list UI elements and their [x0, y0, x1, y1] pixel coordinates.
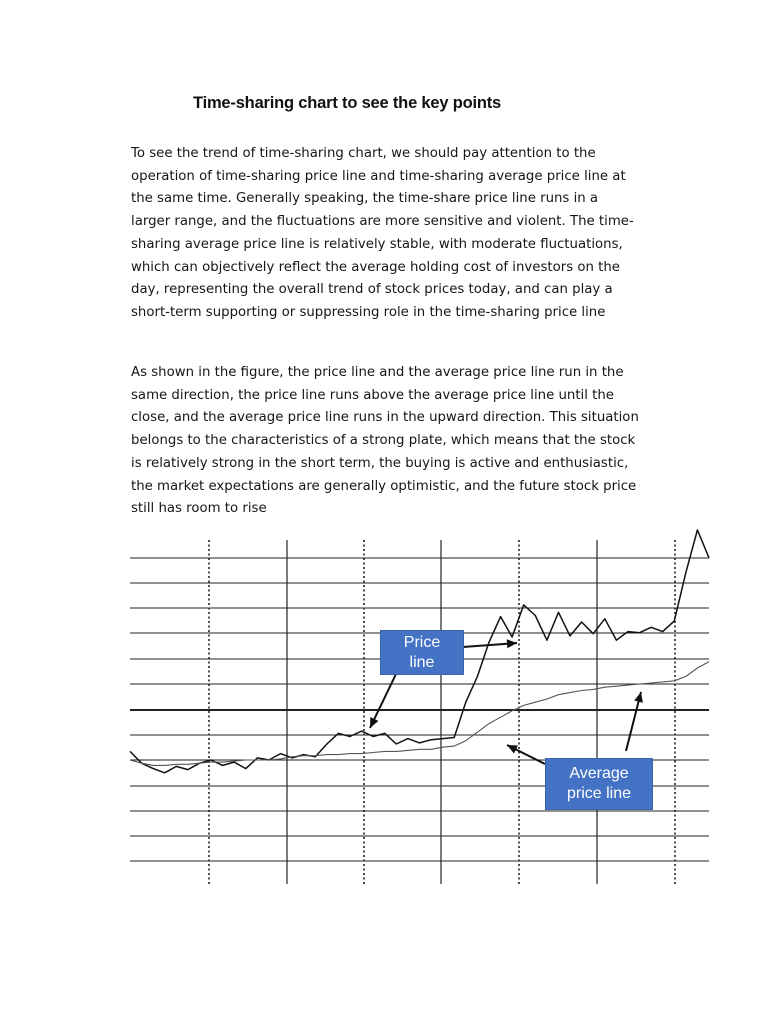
arrow-to-average-line-left — [507, 745, 545, 764]
page-title: Time-sharing chart to see the key points — [193, 94, 502, 112]
price-line-callout — [380, 630, 464, 675]
chart-vertical-gridlines — [209, 540, 675, 884]
arrow-to-price-line-right-head — [507, 639, 517, 648]
average-callout-line2: price line — [566, 785, 632, 802]
paragraph-2: As shown in the figure, the price line and the average price line run in the same direction, the price line runs above the average price line until the close, and the average price line runs in the upward direction. This situation belongs to the characteristics of a strong plate, which means that the stock is relatively strong in the short term, the buying is active and enthusiastic, the market expectations are generally optimistic, and the future stock price still has room to rise — [131, 365, 639, 517]
average-callout-line1: Average — [569, 765, 629, 782]
price-line-callout-line1: Price — [403, 633, 441, 651]
arrow-to-price-line-left — [370, 674, 396, 728]
average-price-line-callout — [545, 758, 653, 810]
average-price-line-series — [130, 662, 709, 766]
arrow-to-average-line-right — [626, 692, 643, 751]
paragraph-1: To see the trend of time-sharing chart, we should pay attention to the operation of time-sharing price line and time-sharing average price line at the same time. Generally speaking, the time-share price line runs in a larger range, and the fluctuations are more sensitive and violent. The time-sharing average price line is relatively stable, with moderate fluctuations, which can objectively reflect the average holding cost of investors on the day, representing the overall trend of stock prices today, and can play a short-term supporting or suppressing role in the time-sharing price line — [131, 146, 634, 320]
price-line-callout-line2: line — [409, 653, 435, 671]
chart-horizontal-gridlines — [130, 558, 709, 861]
